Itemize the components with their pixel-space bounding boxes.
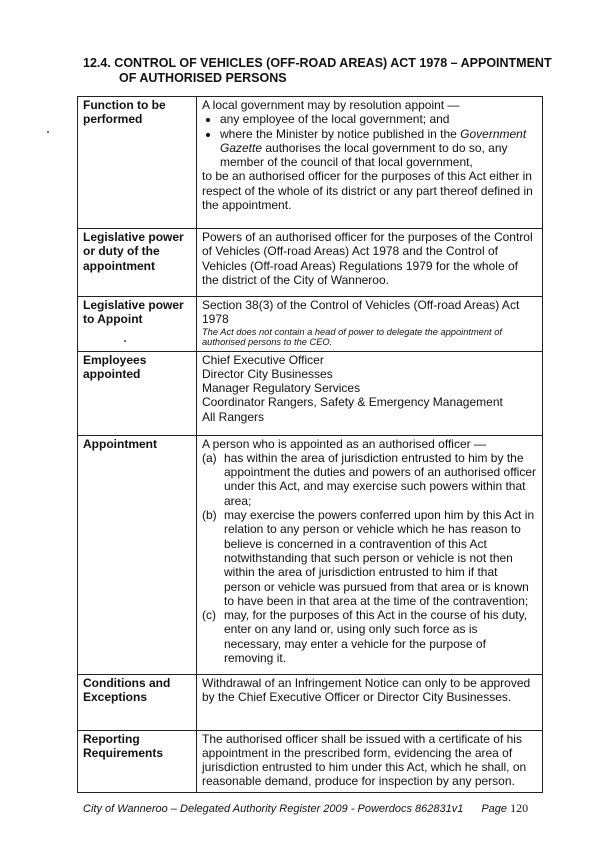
row-content — [197, 297, 543, 352]
row-content: Powers of an authorised officer for the purposes of the Control of Vehicles (Off-road Areas) Act 1978 and the Control of Vehicles (Off-road Areas) Regulations 1979 for the whole of the district of the City of Wanneroo. — [197, 229, 543, 297]
list-item — [202, 451, 537, 508]
row-label: Legislative power to Appoint — [78, 297, 197, 352]
item-marker: (c) — [202, 608, 216, 623]
power-note: The Act does not contain a head of power to delegate the appointment of authorised persons to the CEO. — [202, 326, 502, 348]
row-content — [197, 435, 543, 674]
table-row-conditions — [78, 674, 543, 730]
section-heading-text — [83, 56, 563, 86]
row-content: Withdrawal of an Infringement Notice can only to be approved by the Chief Executive Officer or Director City Businesses. — [197, 674, 543, 730]
function-outro: to be an authorised officer for the purposes of this Act either in respect of the whole of its district or any part thereof defined in the appointment. — [202, 169, 533, 213]
bullet-text: where the Minister by notice published in the — [220, 126, 461, 141]
table-row-legislative-power — [78, 229, 543, 297]
list-item: Manager Regulatory Services — [202, 381, 361, 396]
table-row-power-to-appoint — [78, 297, 543, 352]
scan-speck — [47, 131, 49, 133]
bullet-text: authorises the local government to do so, any member of the council of that local government, — [220, 140, 508, 170]
table-row-reporting — [78, 730, 543, 792]
row-label: Function to be performed — [78, 97, 197, 229]
row-content: The authorised officer shall be issued with a certificate of his appointment in the prescribed form, evidencing the area of jurisdiction entrusted to him under this Act, which he shall, on reasonable demand, produce for inspection by any person. — [197, 730, 543, 792]
row-label: Appointment — [78, 435, 197, 674]
item-text: may exercise the powers conferred upon him by this Act in relation to any person or vehicle which he has reason to believe is concerned in a contravention of this Act notwithstanding that such person or vehicle is not then within the area of jurisdiction entrusted to him if that person or vehicle was pursued from that area or is known to have been in that area at the time of the contravention; — [224, 508, 535, 608]
table-row-function — [78, 97, 543, 229]
list-item: Director City Businesses — [202, 366, 333, 381]
table-row-appointment — [78, 435, 543, 674]
table-row-employees — [78, 351, 543, 435]
authority-table — [77, 96, 543, 793]
row-content — [197, 97, 543, 229]
section-number: 12.4. — [83, 56, 111, 70]
list-item: Chief Executive Officer — [202, 352, 324, 367]
list-item — [202, 508, 537, 608]
row-content — [197, 351, 543, 435]
function-intro: A local government may by resolution appoint — — [202, 98, 460, 112]
list-item: All Rangers — [202, 409, 265, 424]
row-label: Employees appointed — [78, 351, 197, 435]
appointment-intro: A person who is appointed as an authorised officer — — [202, 436, 486, 451]
page-number: 120 — [510, 801, 529, 815]
item-marker: (b) — [202, 508, 217, 523]
page-label: Page — [481, 803, 508, 815]
footer-text: City of Wanneroo – Delegated Authority Register 2009 - Powerdocs 862831v1 — [83, 803, 464, 815]
appointment-list — [202, 451, 537, 665]
item-marker: (a) — [202, 450, 217, 465]
list-item: Coordinator Rangers, Safety & Emergency Management — [202, 395, 503, 410]
row-label: Legislative power or duty of the appointment — [78, 229, 197, 297]
section-title: CONTROL OF VEHICLES (OFF-ROAD AREAS) ACT 1978 – APPOINTMENT OF AUTHORISED PERSONS — [114, 56, 552, 85]
list-item: • any employee of the local government; and — [220, 112, 537, 126]
item-text: may, for the purposes of this Act in the course of his duty, enter on any land or, using only such force as is necessary, may enter a vehicle for the purpose of removing it. — [224, 608, 528, 666]
row-label: Reporting Requirements — [78, 730, 197, 792]
function-bullets — [202, 112, 537, 169]
page-footer — [83, 801, 528, 816]
power-text: Section 38(3) of the Control of Vehicles (Off-road Areas) Act 1978 — [202, 298, 520, 327]
row-label: Conditions and Exceptions — [78, 674, 197, 730]
gazette-italic: Government Gazette — [220, 126, 527, 155]
list-item — [202, 608, 537, 665]
list-item — [220, 127, 537, 170]
section-heading — [83, 56, 563, 86]
item-text: has within the area of jurisdiction entrusted to him by the appointment the duties and powers of an authorised officer under this Act, and may exercise such powers within that area; — [224, 450, 536, 508]
